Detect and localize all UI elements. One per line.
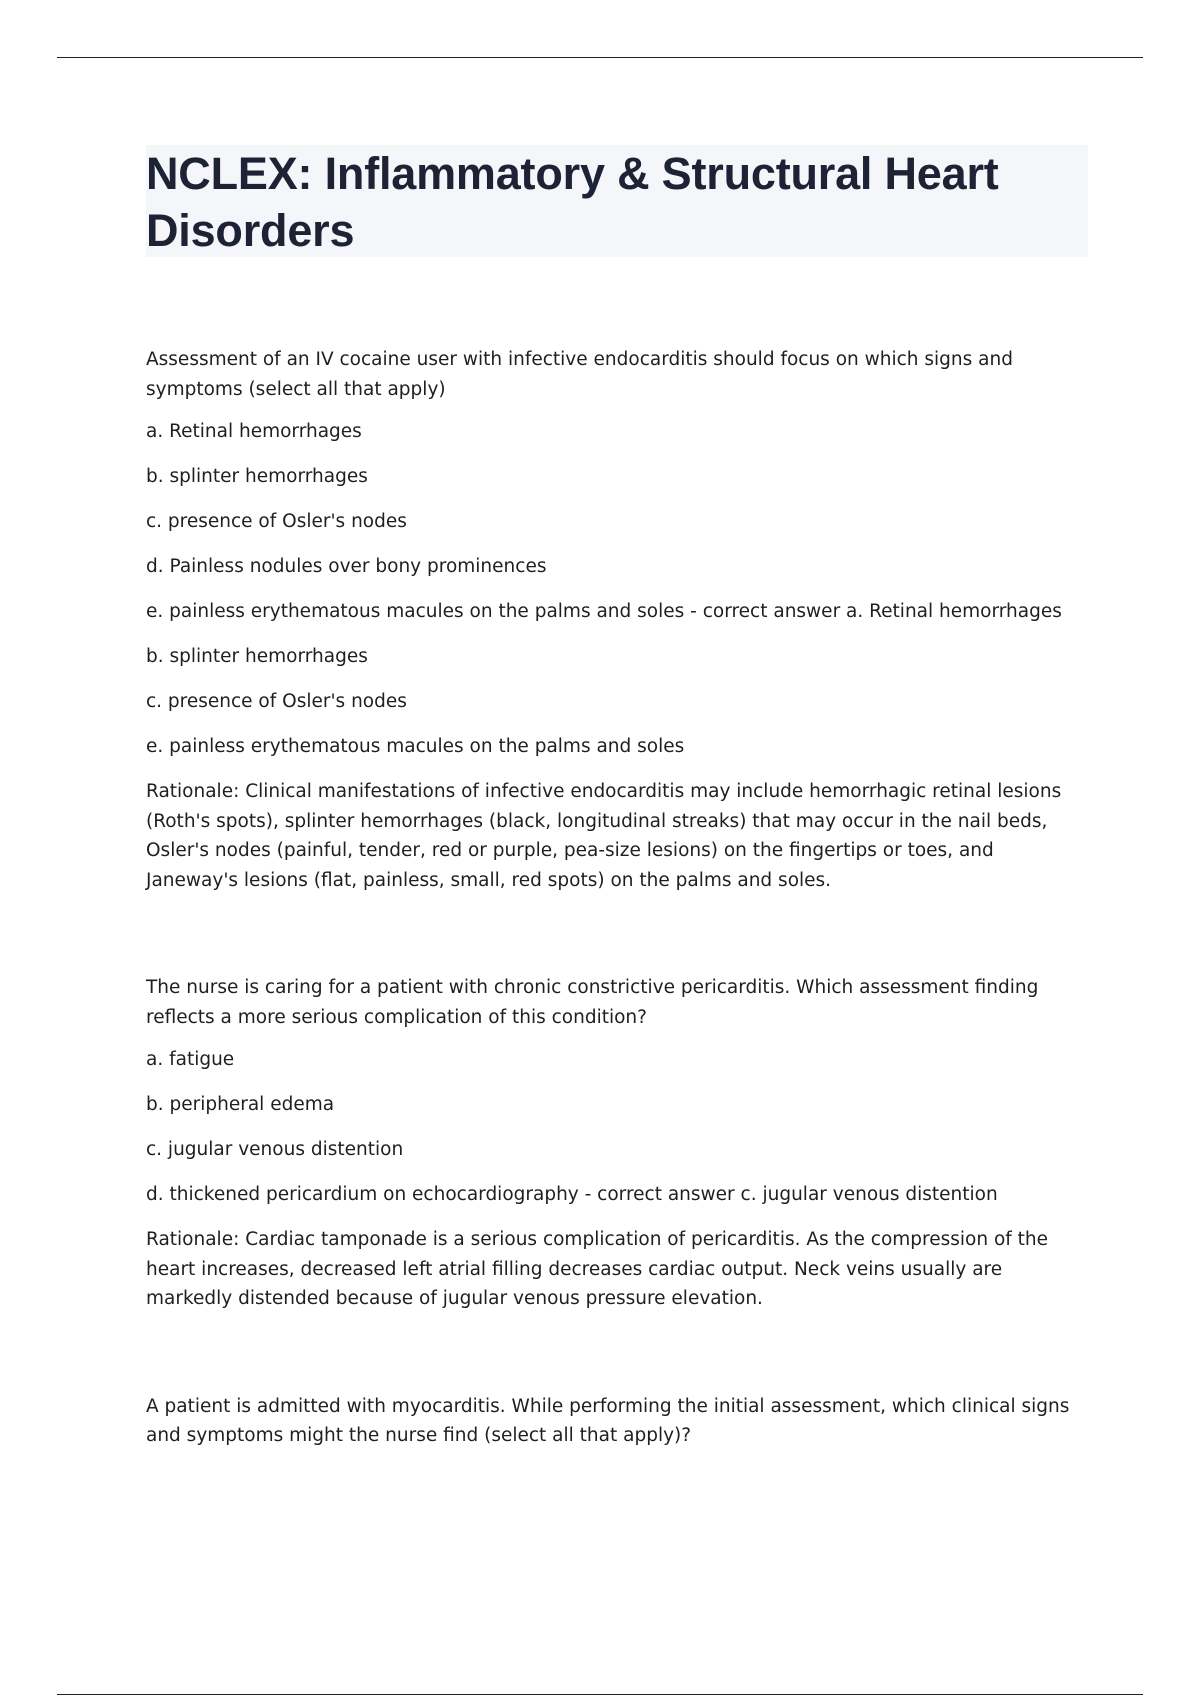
rationale-text: Rationale: Cardiac tamponade is a serious complication of pericarditis. As the compression of the heart increases, decreased left atrial filling decreases cardiac output. Neck veins usually are markedly distended because of jugular venous pressure elevation. — [146, 1229, 1049, 1309]
answer-line: b. peripheral edema — [146, 1094, 335, 1115]
answer-line: e. painless erythematous macules on the palms and soles - correct answer a. Retinal hemorrhages — [146, 601, 1062, 622]
question-text: A patient is admitted with myocarditis. While performing the initial assessment, which clinical signs and symptoms might the nurse find (select all that apply)? — [146, 1395, 1070, 1446]
question-block — [146, 1392, 1086, 1451]
answer-line: a. Retinal hemorrhages — [146, 421, 362, 442]
answer-line: d. thickened pericardium on echocardiography - correct answer c. jugular venous distention — [146, 1184, 998, 1205]
answer-line: c. presence of Osler's nodes — [146, 691, 407, 712]
answer-line: d. Painless nodules over bony prominences — [146, 556, 547, 577]
question-text: Assessment of an IV cocaine user with infective endocarditis should focus on which signs and symptoms (select all that apply) — [146, 349, 1013, 400]
answer-line: c. presence of Osler's nodes — [146, 511, 407, 532]
answer-line: a. fatigue — [146, 1049, 235, 1070]
answer-line: e. painless erythematous macules on the palms and soles — [146, 736, 685, 757]
rationale-text: Rationale: Clinical manifestations of infective endocarditis may include hemorrhagic retinal lesions (Roth's spots), splinter hemorrhages (black, longitudinal streaks) that may occur in the nail beds, Osler's nodes (painful, tender, red or purple, pea-size lesions) on the fingertips or toes, and Janeway's lesions (flat, painless, small, red spots) on the palms and soles. — [146, 781, 1062, 891]
document-title: NCLEX: Inflammatory & Structural Heart Disorders — [146, 148, 999, 256]
top-divider — [57, 57, 1143, 58]
question-block — [146, 973, 1086, 1314]
answer-line: b. splinter hemorrhages — [146, 466, 368, 487]
answer-line: c. jugular venous distention — [146, 1139, 404, 1160]
question-block — [146, 345, 1086, 895]
document-body — [146, 345, 1086, 1464]
question-text: The nurse is caring for a patient with chronic constrictive pericarditis. Which assessment finding reflects a more serious complication of this condition? — [146, 977, 1039, 1028]
bottom-divider — [57, 1694, 1143, 1695]
title-banner — [146, 145, 1088, 257]
answer-line: b. splinter hemorrhages — [146, 646, 368, 667]
